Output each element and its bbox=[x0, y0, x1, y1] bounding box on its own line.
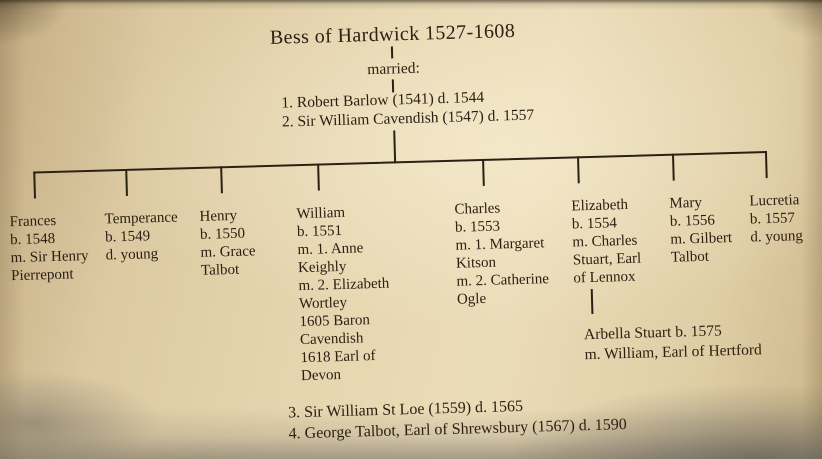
stub-henry bbox=[221, 167, 222, 192]
child-column-7 bbox=[669, 193, 733, 267]
person-line: b. 1549 bbox=[104, 228, 151, 246]
stub-elizabeth bbox=[578, 157, 579, 182]
stub-frances bbox=[34, 172, 35, 197]
person-line: Elizabeth bbox=[571, 196, 629, 215]
child-column-2 bbox=[104, 209, 179, 265]
person-line: Wortley bbox=[298, 294, 348, 313]
first-marriages-list bbox=[281, 88, 534, 132]
person-line: d. young bbox=[750, 228, 804, 246]
child-column-1 bbox=[9, 211, 89, 285]
person-line: Mary bbox=[669, 194, 703, 212]
stub-charles bbox=[483, 160, 484, 185]
grandchild-line-1: Arbella Stuart b. 1575 bbox=[583, 322, 722, 344]
person-line: Pierrepont bbox=[10, 266, 74, 285]
marriage-entry-4: 4. George Talbot, Earl of Shrewsbury (1567) d. 1590 bbox=[288, 416, 628, 443]
person-line: m. Charles bbox=[572, 232, 638, 251]
person-line: Talbot bbox=[670, 248, 710, 266]
stub-mary bbox=[673, 155, 674, 180]
person-line: b. 1557 bbox=[749, 210, 796, 228]
child-column-6 bbox=[571, 196, 642, 288]
stub-william bbox=[318, 165, 319, 190]
spouses-to-children-line bbox=[394, 131, 395, 162]
person-line: Devon bbox=[300, 367, 342, 385]
person-line: Keighly bbox=[297, 258, 347, 277]
child-column-5 bbox=[454, 198, 549, 309]
grandchild-block bbox=[584, 320, 762, 364]
marriage-entry-1: 1. Robert Barlow (1541) d. 1544 bbox=[281, 88, 485, 112]
person-line: Lucretia bbox=[749, 192, 800, 210]
person-line: m. 2. Catherine bbox=[456, 271, 550, 290]
person-line: m. 1. Margaret bbox=[455, 235, 545, 254]
person-line: 1605 Baron bbox=[299, 312, 371, 331]
tree-title: Bess of Hardwick 1527-1608 bbox=[269, 20, 516, 49]
person-line: b. 1548 bbox=[9, 230, 56, 249]
person-line: m. 1. Anne bbox=[297, 240, 364, 259]
person-line: Cavendish bbox=[299, 330, 364, 349]
person-line: Stuart, Earl bbox=[572, 250, 642, 269]
person-line: Charles bbox=[454, 200, 501, 218]
person-line: William bbox=[296, 204, 346, 223]
children-horizontal-line bbox=[34, 152, 766, 172]
person-line: b. 1550 bbox=[199, 225, 246, 243]
marriage-entry-2: 2. Sir William Cavendish (1547) d. 1557 bbox=[281, 106, 535, 131]
stub-temperance bbox=[126, 170, 127, 195]
person-line: Ogle bbox=[456, 290, 487, 308]
child-column-8 bbox=[749, 191, 803, 246]
marriage-entry-3: 3. Sir William St Loe (1559) d. 1565 bbox=[287, 397, 524, 422]
person-line: b. 1553 bbox=[454, 218, 501, 236]
person-line: m. Grace bbox=[200, 243, 256, 261]
married-label: married: bbox=[367, 59, 420, 79]
stub-lucretia bbox=[766, 152, 767, 177]
person-line: d. young bbox=[105, 246, 159, 264]
person-line: b. 1554 bbox=[571, 215, 618, 233]
person-line: Talbot bbox=[200, 261, 240, 279]
person-line: m. Sir Henry bbox=[10, 248, 89, 267]
person-line: Temperance bbox=[104, 209, 178, 228]
person-line: of Lennox bbox=[573, 268, 636, 287]
person-line: b. 1551 bbox=[296, 222, 343, 241]
person-line: 1618 Earl of bbox=[300, 348, 376, 367]
person-line: Henry bbox=[199, 207, 238, 225]
child-column-4 bbox=[296, 203, 392, 385]
person-line: b. 1556 bbox=[669, 212, 716, 230]
person-line: m. Gilbert bbox=[670, 230, 733, 248]
person-line: m. 2. Elizabeth bbox=[298, 275, 390, 295]
person-line: Kitson bbox=[455, 254, 497, 272]
elizabeth-to-arbella-line bbox=[592, 290, 593, 313]
grandchild-line-2: m. William, Earl of Hertford bbox=[584, 340, 763, 363]
child-column-3 bbox=[199, 206, 256, 280]
person-line: Frances bbox=[9, 212, 57, 231]
